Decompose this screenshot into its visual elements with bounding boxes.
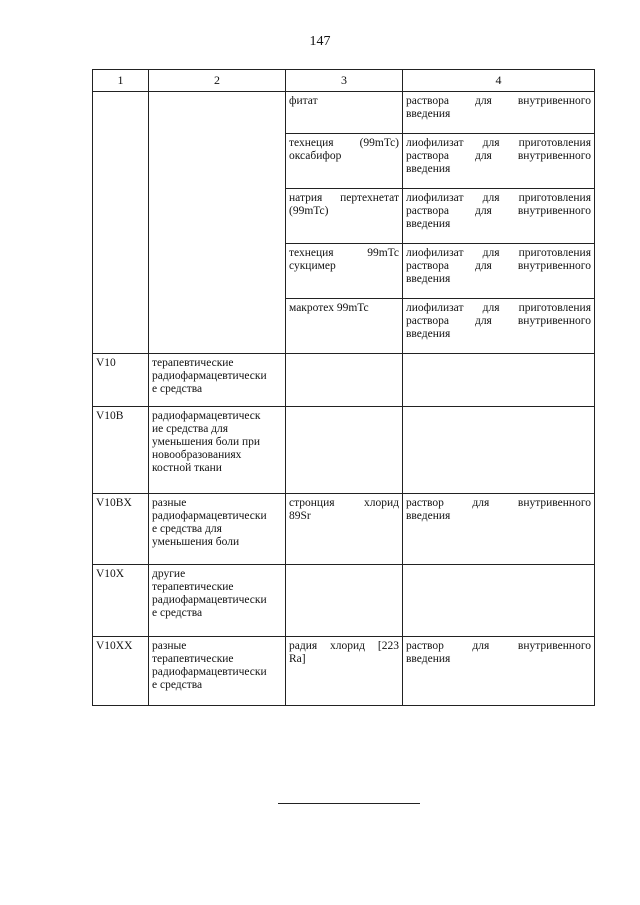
column-header: 2	[149, 70, 286, 92]
cell-line: лиофилизат для приготовления	[406, 302, 591, 314]
cell-line: новообразованиях	[152, 449, 242, 461]
dosage-form-cell	[403, 407, 595, 494]
cell-line: раствор для внутривенного	[406, 640, 591, 652]
cell-line: введения	[406, 510, 451, 522]
cell-line: уменьшения боли при	[152, 436, 261, 448]
dosage-form-cell	[403, 134, 595, 189]
cell-line: ие средства для	[152, 423, 229, 435]
cell-line: раствора для внутривенного	[406, 260, 591, 272]
table-header-row	[93, 70, 595, 92]
page-number: 147	[309, 34, 331, 49]
cell-line: лиофилизат для приготовления	[406, 247, 591, 259]
cell-line: введения	[406, 163, 451, 175]
cell-line: раствора для внутривенного	[406, 95, 591, 107]
cell-line: радиофармацевтически	[152, 510, 267, 522]
column-header: 3	[286, 70, 403, 92]
drug-name-cell	[286, 637, 403, 706]
cell-line: раствора для внутривенного	[406, 150, 591, 162]
cell-line: стронция хлорид	[289, 497, 399, 509]
cell-line: костной ткани	[152, 462, 222, 474]
cell-line: технеция (99mTc)	[289, 137, 399, 149]
table-row	[93, 637, 595, 706]
dosage-form-cell	[403, 565, 595, 637]
cell-line: уменьшения боли	[152, 536, 240, 548]
cell-line: е средства	[152, 679, 203, 691]
drug-name-cell	[286, 299, 403, 354]
atc-code-cell	[93, 92, 149, 354]
drug-name-cell	[286, 244, 403, 299]
cell-line: лиофилизат для приготовления	[406, 192, 591, 204]
table-row	[93, 565, 595, 637]
cell-line: фитат	[289, 95, 318, 107]
cell-line: радиофармацевтическ	[152, 410, 261, 422]
cell-line: раствора для внутривенного	[406, 205, 591, 217]
cell-line: разные	[152, 497, 187, 509]
cell-line: разные	[152, 640, 187, 652]
cell-line: е средства для	[152, 523, 222, 535]
dosage-form-cell	[403, 189, 595, 244]
dosage-form-cell	[403, 299, 595, 354]
table-row	[93, 92, 595, 134]
column-header: 4	[403, 70, 595, 92]
atc-code-cell: V10B	[93, 407, 149, 494]
cell-line: Ra]	[289, 653, 306, 665]
drug-name-cell	[286, 134, 403, 189]
drug-name-cell	[286, 407, 403, 494]
column-header: 1	[93, 70, 149, 92]
cell-line: е средства	[152, 383, 203, 395]
cell-line: терапевтические	[152, 357, 234, 369]
drug-table	[92, 69, 595, 706]
dosage-form-cell	[403, 354, 595, 407]
group-name-cell	[149, 637, 286, 706]
cell-line: натрия пертехнетат	[289, 192, 399, 204]
footnote-separator	[278, 803, 420, 804]
cell-line: технеция 99mTc	[289, 247, 399, 259]
cell-line: терапевтические	[152, 653, 234, 665]
cell-line: радиофармацевтически	[152, 594, 267, 606]
dosage-form-cell	[403, 494, 595, 565]
cell-line: е средства	[152, 607, 203, 619]
cell-line: введения	[406, 653, 451, 665]
atc-code-cell: V10XX	[93, 637, 149, 706]
drug-name-cell	[286, 92, 403, 134]
cell-line: другие	[152, 568, 186, 580]
dosage-form-cell	[403, 244, 595, 299]
cell-line: радиофармацевтически	[152, 370, 267, 382]
cell-line: (99mTc)	[289, 205, 329, 217]
drug-name-cell	[286, 565, 403, 637]
cell-line: введения	[406, 273, 451, 285]
table-row	[93, 354, 595, 407]
table-row	[93, 407, 595, 494]
cell-line: 89Sr	[289, 510, 311, 522]
drug-name-cell	[286, 189, 403, 244]
group-name-cell	[149, 354, 286, 407]
atc-code-cell: V10X	[93, 565, 149, 637]
group-name-cell	[149, 494, 286, 565]
cell-line: оксабифор	[289, 150, 342, 162]
dosage-form-cell	[403, 637, 595, 706]
cell-line: терапевтические	[152, 581, 234, 593]
atc-code-cell: V10	[93, 354, 149, 407]
drug-name-cell	[286, 494, 403, 565]
atc-code-cell: V10BX	[93, 494, 149, 565]
cell-line: лиофилизат для приготовления	[406, 137, 591, 149]
cell-line: радия хлорид [223	[289, 640, 399, 652]
cell-line: раствор для внутривенного	[406, 497, 591, 509]
group-name-cell	[149, 92, 286, 354]
cell-line: введения	[406, 218, 451, 230]
table-row	[93, 494, 595, 565]
dosage-form-cell	[403, 92, 595, 134]
cell-line: макротех 99mTc	[289, 302, 369, 314]
drug-name-cell	[286, 354, 403, 407]
cell-line: введения	[406, 328, 451, 340]
cell-line: сукцимер	[289, 260, 336, 272]
cell-line: введения	[406, 108, 451, 120]
group-name-cell	[149, 407, 286, 494]
cell-line: раствора для внутривенного	[406, 315, 591, 327]
group-name-cell	[149, 565, 286, 637]
cell-line: радиофармацевтически	[152, 666, 267, 678]
